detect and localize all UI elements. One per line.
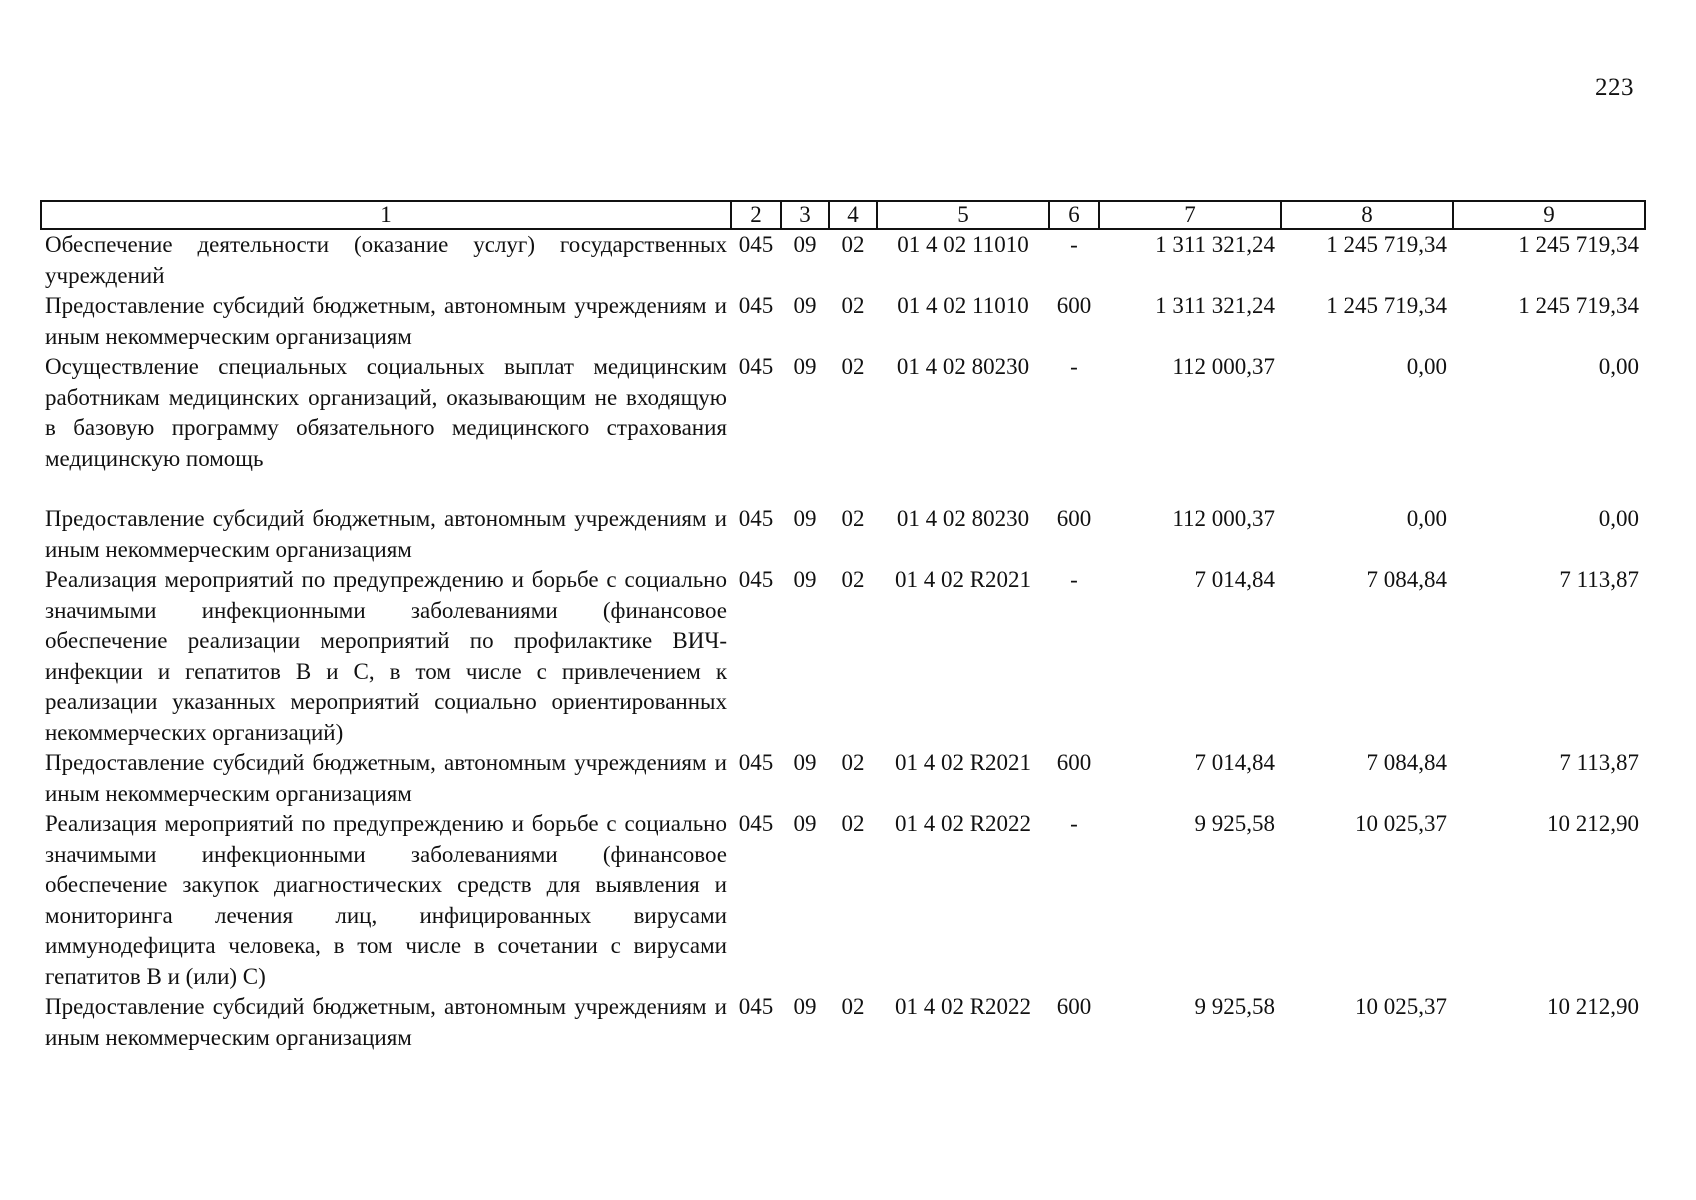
table-header-row — [41, 201, 1645, 229]
target-article-code: 01 4 02 R2022 — [894, 994, 1032, 1019]
target-article-code: 01 4 02 11010 — [897, 293, 1029, 318]
section-code: 09 — [793, 750, 817, 775]
row-description: Реализация мероприятий по предупреждению и борьбе с социально значимыми инфекционными заболеваниями (финансовое обеспечение закупок диагностических средств для выявления и мониторинга лечения лиц, инфицированных вирусами иммунодефицита человека, в том числе в сочетании с вирусами гепатитов В и (или) С) — [45, 811, 727, 989]
column-header-7: 7 — [1099, 201, 1281, 229]
ministry-code: 045 — [738, 811, 774, 836]
ministry-code: 045 — [738, 750, 774, 775]
expense-type-code: - — [1070, 232, 1078, 257]
amount-col-9: 0,00 — [1598, 506, 1639, 531]
table-row — [41, 565, 1645, 748]
amount-col-8: 10 025,37 — [1355, 811, 1447, 836]
target-article-code: 01 4 02 80230 — [896, 506, 1030, 531]
target-article-code: 01 4 02 11010 — [897, 232, 1029, 257]
row-description: Предоставление субсидий бюджетным, автономным учреждениям и иным некоммерческим организациям — [45, 506, 727, 562]
row-description: Предоставление субсидий бюджетным, автономным учреждениям и иным некоммерческим организациям — [45, 750, 727, 806]
subsection-code: 02 — [841, 506, 865, 531]
amount-col-9: 1 245 719,34 — [1518, 232, 1639, 257]
column-header-3: 3 — [781, 201, 829, 229]
amount-col-7: 9 925,58 — [1194, 994, 1275, 1019]
amount-col-8: 1 245 719,34 — [1326, 232, 1447, 257]
section-code: 09 — [793, 354, 817, 379]
column-header-6: 6 — [1049, 201, 1099, 229]
section-code: 09 — [793, 811, 817, 836]
section-code: 09 — [793, 506, 817, 531]
ministry-code: 045 — [738, 293, 774, 318]
expense-type-code: 600 — [1056, 750, 1092, 775]
target-article-code: 01 4 02 80230 — [896, 354, 1030, 379]
table-row — [41, 504, 1645, 565]
amount-col-8: 7 084,84 — [1366, 567, 1447, 592]
table-row — [41, 992, 1645, 1053]
amount-col-9: 7 113,87 — [1559, 567, 1639, 592]
ministry-code: 045 — [738, 232, 774, 257]
amount-col-7: 112 000,37 — [1172, 506, 1275, 531]
table-row — [41, 352, 1645, 504]
ministry-code: 045 — [738, 354, 774, 379]
subsection-code: 02 — [841, 293, 865, 318]
table-row — [41, 809, 1645, 992]
subsection-code: 02 — [841, 232, 865, 257]
column-header-5: 5 — [877, 201, 1049, 229]
amount-col-7: 7 014,84 — [1194, 750, 1275, 775]
amount-col-8: 1 245 719,34 — [1326, 293, 1447, 318]
target-article-code: 01 4 02 R2021 — [894, 567, 1032, 592]
column-header-9: 9 — [1453, 201, 1645, 229]
column-header-8: 8 — [1281, 201, 1453, 229]
expense-type-code: 600 — [1056, 293, 1092, 318]
subsection-code: 02 — [841, 567, 865, 592]
row-description: Обеспечение деятельности (оказание услуг) государственных учреждений — [45, 232, 727, 288]
row-description: Предоставление субсидий бюджетным, автономным учреждениям и иным некоммерческим организациям — [45, 293, 727, 349]
row-description: Реализация мероприятий по предупреждению и борьбе с социально значимыми инфекционными заболеваниями (финансовое обеспечение реализации мероприятий по профилактике ВИЧ-инфекции и гепатитов В и С, в том числе с привлечением к реализации указанных мероприятий социально ориентированных некоммерческих организаций) — [45, 567, 727, 745]
subsection-code: 02 — [841, 354, 865, 379]
amount-col-9: 10 212,90 — [1547, 811, 1639, 836]
ministry-code: 045 — [738, 994, 774, 1019]
amount-col-8: 10 025,37 — [1355, 994, 1447, 1019]
column-header-4: 4 — [829, 201, 877, 229]
subsection-code: 02 — [841, 994, 865, 1019]
expense-type-code: - — [1070, 811, 1078, 836]
section-code: 09 — [793, 293, 817, 318]
ministry-code: 045 — [738, 506, 774, 531]
expense-type-code: - — [1070, 567, 1078, 592]
amount-col-9: 0,00 — [1598, 354, 1639, 379]
ministry-code: 045 — [738, 567, 774, 592]
amount-col-7: 1 311 321,24 — [1155, 232, 1275, 257]
amount-col-8: 0,00 — [1406, 354, 1447, 379]
amount-col-8: 7 084,84 — [1366, 750, 1447, 775]
amount-col-7: 9 925,58 — [1194, 811, 1275, 836]
amount-col-9: 7 113,87 — [1559, 750, 1639, 775]
column-header-2: 2 — [731, 201, 781, 229]
expense-type-code: 600 — [1056, 506, 1092, 531]
amount-col-9: 10 212,90 — [1547, 994, 1639, 1019]
section-code: 09 — [793, 567, 817, 592]
target-article-code: 01 4 02 R2022 — [894, 811, 1032, 836]
amount-col-8: 0,00 — [1406, 506, 1447, 531]
row-description: Осуществление специальных социальных выплат медицинским работникам медицинских организаций, оказывающим не входящую в базовую программу обязательного медицинского страхования медицинскую помощь — [45, 354, 727, 471]
section-code: 09 — [793, 994, 817, 1019]
row-description: Предоставление субсидий бюджетным, автономным учреждениям и иным некоммерческим организациям — [45, 994, 727, 1050]
amount-col-7: 7 014,84 — [1194, 567, 1275, 592]
table-row — [41, 229, 1645, 291]
subsection-code: 02 — [841, 811, 865, 836]
table-row — [41, 291, 1645, 352]
column-header-1: 1 — [41, 201, 731, 229]
amount-col-9: 1 245 719,34 — [1518, 293, 1639, 318]
expense-type-code: - — [1070, 354, 1078, 379]
table-row — [41, 748, 1645, 809]
amount-col-7: 1 311 321,24 — [1155, 293, 1275, 318]
page-number: 223 — [1595, 74, 1634, 101]
subsection-code: 02 — [841, 750, 865, 775]
budget-table — [40, 200, 1646, 1053]
amount-col-7: 112 000,37 — [1172, 354, 1275, 379]
target-article-code: 01 4 02 R2021 — [894, 750, 1032, 775]
section-code: 09 — [793, 232, 817, 257]
expense-type-code: 600 — [1056, 994, 1092, 1019]
